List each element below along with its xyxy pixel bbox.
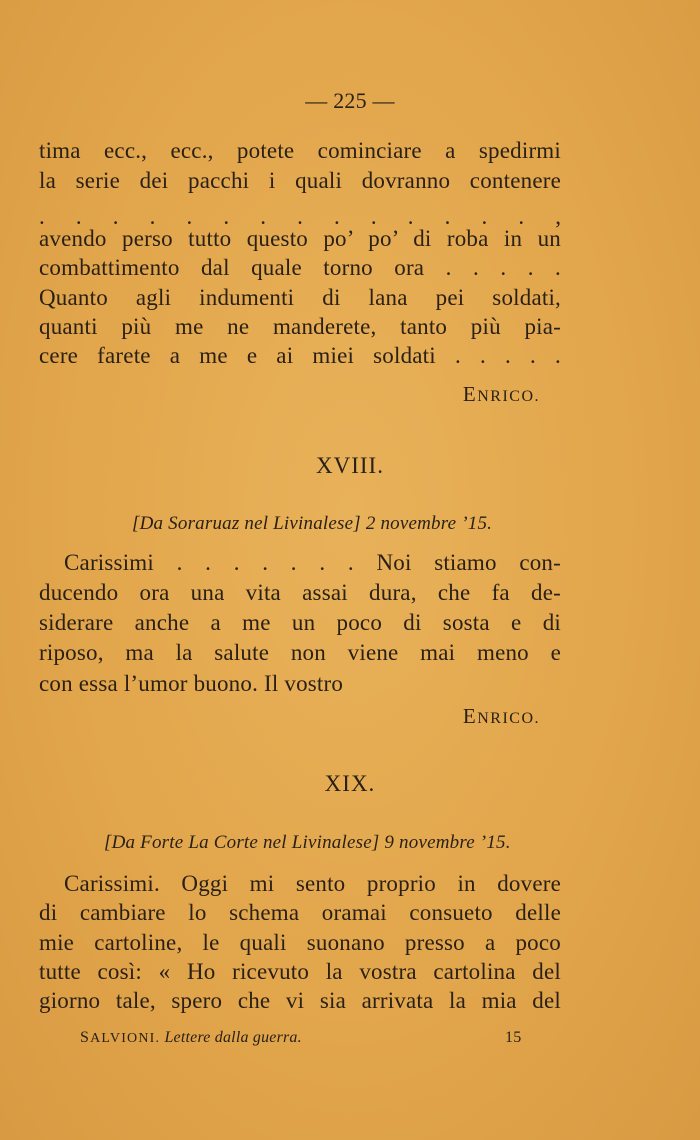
dateline-date: 9 novembre ’15. [384, 832, 511, 853]
signature [463, 703, 540, 729]
dot: . [260, 204, 266, 229]
dot: . [334, 204, 340, 229]
dot: . [149, 204, 156, 229]
footer-author [80, 1031, 160, 1046]
footer-title [80, 1029, 302, 1047]
dot: . [297, 204, 303, 229]
text-line: tutte così: « Ho ricevuto la vostra cartolina del [39, 959, 561, 984]
dot: . [518, 204, 525, 229]
text-line: Carissimi . . . . . . . Noi stiamo con- [64, 550, 561, 575]
dot: . [407, 204, 414, 229]
dot: . [223, 204, 230, 229]
text-line: con essa l’umor buono. Il vostro [39, 671, 344, 696]
dateline-date: 2 novembre ’15. [365, 513, 493, 534]
text-line: riposo, ma la salute non viene mai meno e [39, 640, 561, 665]
text-line: di cambiare lo schema oramai consueto delle [39, 900, 561, 925]
text-line: avendo perso tutto questo po’ po’ di roba in un [39, 226, 561, 251]
text-line: Quanto agli indumenti di lana pei soldati, [39, 285, 561, 310]
text-line: ducendo ora una vita assai dura, che fa de- [39, 580, 561, 605]
dot: . [370, 204, 377, 229]
letter-heading: XVIII. [316, 453, 384, 478]
dateline-place: [Da Forte La Corte nel Livinalese] [104, 832, 380, 853]
dot: . [112, 204, 119, 229]
footer-author-rest: ALVIONI. [90, 1031, 161, 1046]
dot: . [481, 204, 488, 229]
signature-mark: 15 [505, 1029, 522, 1046]
text-line: combattimento dal quale torno ora . . . . . [39, 255, 561, 280]
text-line: quanti più me ne manderete, tanto più pia- [39, 314, 561, 339]
text-line: siderare anche a me un poco di sosta e di [39, 610, 561, 635]
signature-rest: NRICO. [477, 388, 540, 405]
footer-author-initial: S [80, 1029, 91, 1046]
text-line: mie cartoline, le quali suonano presso a poco [39, 930, 561, 955]
dot: . [75, 204, 82, 229]
dot: . [444, 204, 451, 229]
text-line: giorno tale, spero che vi sia arrivata la mia del [39, 988, 561, 1013]
text-line: cere farete a me e ai miei soldati . . . . . [39, 343, 561, 368]
comma: , [555, 204, 561, 229]
dot: . [39, 204, 45, 229]
page-number: — 225 — [305, 88, 395, 113]
dateline-place: [Da Soraruaz nel Livinalese] [132, 513, 361, 534]
signature-initial: E [462, 382, 478, 406]
text-line: tima ecc., ecc., potete cominciare a spedirmi [39, 138, 561, 163]
text-line: la serie dei pacchi i quali dovranno contenere [39, 168, 561, 193]
dot: . [186, 204, 193, 229]
signature-initial: E [462, 704, 478, 728]
dateline [104, 832, 511, 854]
signature-rest: NRICO. [477, 710, 540, 727]
text-line: Carissimi. Oggi mi sento proprio in dovere [64, 871, 561, 896]
dateline [132, 513, 492, 535]
letter-heading: XIX. [324, 771, 376, 796]
signature [463, 381, 540, 407]
footer-book-title: Lettere dalla guerra. [164, 1029, 302, 1046]
